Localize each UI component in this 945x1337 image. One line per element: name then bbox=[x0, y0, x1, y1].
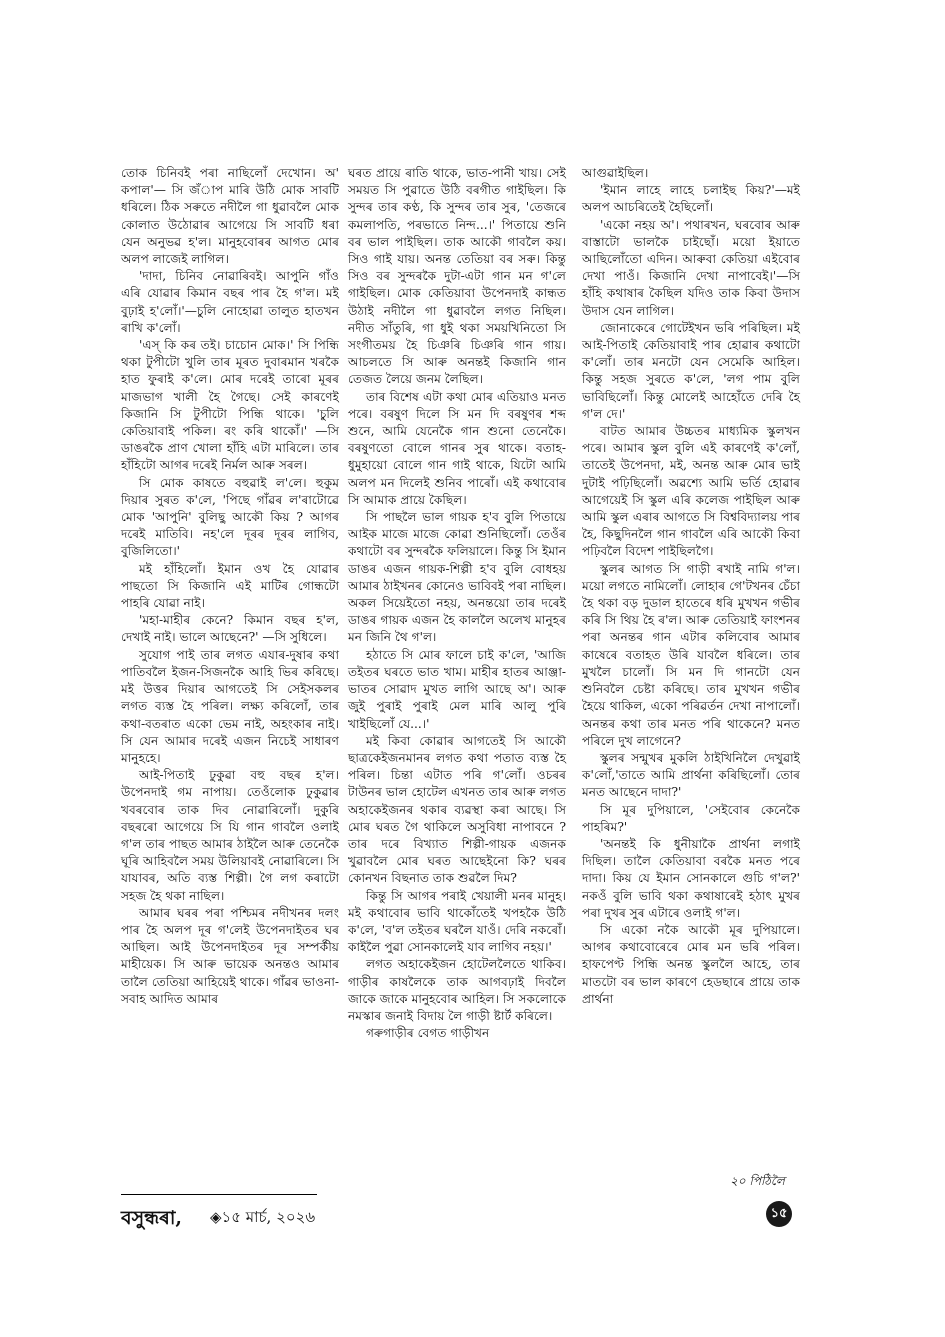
footer-rule bbox=[121, 1194, 317, 1195]
paragraph: 'অনন্তই কি ধুনীয়াকৈ প্ৰাৰ্থনা লগাই দিছিল। তালৈ কেতিয়াবা বৰকৈ মনত পৰে দাদা। কিয় যে ইমান সোনকালে গুচি গ'ল?' নকওঁ বুলি ভাবি থকা কথাষাৰেই হঠাৎ মুখৰ পৰা দুখৰ সুৰ এটাৰে ওলাই গ'ল। bbox=[582, 836, 800, 920]
paragraph: স্কুলৰ সন্মুখৰ মুকলি ঠাইখিনিলৈ দেখুৱাই ক'লোঁ,'তাতে আমি প্ৰাৰ্থনা কৰিছিলোঁ। তোৰ মনত আছেনে দাদা?' bbox=[582, 750, 800, 800]
paragraph: 'দাদা, চিনিব নোৱাৰিবই। আপুনি গাঁও এৰি যোৱাৰ কিমান বছৰ পাৰ হৈ গ'ল। মই বুঢ়াই হ'লোঁ।'—চুলি নোহোৱা তালুত হাতখন ৰাখি ক'লোঁ। bbox=[121, 269, 339, 335]
paragraph: লগত অহাকেইজন হোটেললৈতে থাকিব। গাড়ীৰ কাষলৈকে তাক আগবঢ়াই দিবলৈ জাকে জাকে মানুহবোৰ আহিল। সি সকলোকে নমস্কাৰ জনাই বিদায় লৈ গাড়ী ষ্টাৰ্ট কৰিলে। bbox=[348, 957, 566, 1023]
paragraph: স্কুলৰ আগত সি গাড়ী ৰখাই নামি গ'ল। ময়ো লগতে নামিলোঁ। লোহাৰ গে'টখনৰ চেঁচা হৈ থকা বড় দুডাল হাতেৰে ধৰি মুখখন গভীৰ কৰি সি থিয় হৈ ৰ'ল। আৰু তেতিয়াই ফাংশনৰ পৰা অনন্তৰ গান এটাৰ কলিবোৰ আমাৰ কাষেৰে বতাহত উৰি যাবলৈ ধৰিলে। তাৰ মুখলৈ চালোঁ। সি মন দি গানটো যেন শুনিবলৈ চেষ্টা কৰিছে। তাৰ মুখখন গভীৰ হৈয়ে থাকিল, একো পৰিৱৰ্তন দেখা নাপালোঁ। অনন্তৰ কথা তাৰ মনত পৰি থাকেনে? মনত পৰিলে দুখ লাগেনে? bbox=[582, 561, 800, 748]
paragraph: 'একো নহয় অ'। পথাৰখন, ঘৰবোৰ আৰু বাস্তাটো ভালকৈ চাইছোঁ। ময়ো ইয়াতে আছিলোঁতো এদিন। আৰুবা কেতিয়া এইবোৰ দেখা পাওঁ। কিজানি দেখা নাপাবেই।'—সি হাঁহি কথাষাৰ কৈছিল যদিও তাক কিবা উদাস উদাস যেন লাগিল। bbox=[582, 217, 800, 318]
paragraph: সি মূৰ দুপিয়ালে, 'সেইবোৰ কেনেকৈ পাহৰিম?' bbox=[582, 802, 800, 834]
paragraph: কিন্তু সি আগৰ পৰাই খেয়ালী মনৰ মানুহ। মই কথাবোৰ ভাবি থাকোঁতেই খপহকৈ উঠি ক'লে, 'ব'ল তইতৰ ঘৰলৈ যাওঁ। দেৰি নকৰোঁ। কাইলৈ পুৱা সোনকালেই যাব লাগিব নহয়।' bbox=[348, 888, 566, 955]
paragraph: সি পাছলৈ ভাল গায়ক হ'ব বুলি পিতায়ে আইক মাজে মাজে কোৱা শুনিছিলোঁ। তেওঁৰ কথাটো বৰ সুন্দৰকৈ ফলিয়ালে। কিন্তু সি ইমান ডাঙৰ এজন গায়ক-শিল্পী হ'ব বুলি বোধহয় আমাৰ ঠাইখনৰ কোনেও ভাবিবই পৰা নাছিল। অকল সিয়েইতো নহয়, অনন্তয়ো তাৰ দৰেই ডাঙৰ গায়ক এজন হৈ কাললৈ অলেখ মানুহৰ মন জিনি থৈ গ'ল। bbox=[348, 510, 566, 645]
paragraph: ঘৰত প্ৰায়ে ৰাতি থাকে, ভাত-পানী খায়। সেই সময়ত সি পুৱাতে উঠি বৰগীত গাইছিল। কি সুন্দৰ তাৰ কণ্ঠ, কি সুন্দৰ তাৰ সুৰ, 'তেজৰে কমলাপতি, পৰভাতে নিন্দ...।' পিতায়ে শুনি বৰ ভাল পাইছিল। তাক আকৌ গাবলৈ কয়। সিও গাই যায়। অনন্ত তেতিয়া বৰ সৰু। কিন্তু সিও বৰ সুন্দৰকৈ দুটা-এটা গান মন গ'লে গাইছিল। মোক কেতিয়াবা উপেনদাই কান্ধত উঠাই নদীলৈ গা ধুৱাবলৈ লগত নিছিল। নদীত সাঁতুৰি, গা ধুই থকা সময়খিনিতো সি সংগীতময় হৈ চিঞৰি চিঞৰি গান গায়। আচলতে সি আৰু অনন্তই কিজানি গান তেজত লৈয়ে জনম লৈছিল। bbox=[348, 166, 566, 387]
article-column-3 bbox=[582, 165, 800, 1008]
paragraph: মই হাঁহিলোঁ। ইমান ওখ হৈ যোৱাৰ পাছতো সি কিজানি এই মাটিৰ গোন্ধটো পাহৰি যোৱা নাই। bbox=[121, 561, 339, 611]
paragraph: বাটত আমাৰ উচ্চতৰ মাধ্যমিক স্কুলখন পৰে। আমাৰ স্কুল বুলি এই কাৰণেই ক'লোঁ, তাতেই উপেনদা, মই, অনন্ত আৰু মোৰ ভাই দুটাই পঢ়িছিলোঁ। অৱশ্যে আমি ভৰ্তি হোৱাৰ আগেয়েই সি স্কুল এৰি কলেজ পাইছিল আৰু আমি স্কুল এৰাৰ আগতে সি বিশ্ববিদ্যালয় পাৰ হৈ, কিছুদিনলৈ গান গাবলৈ এৰি আকৌ কিবা পঢ়িবলৈ বিদেশ পাইছিলগৈ। bbox=[582, 424, 800, 559]
magazine-name: বসুন্ধৰা, bbox=[121, 1207, 182, 1229]
page-number-badge: ১৫ bbox=[766, 1201, 792, 1227]
paragraph: গৰুগাড়ীৰ বেগত গাড়ীখন bbox=[366, 1026, 490, 1041]
issue-date: ◈১৫ মাৰ্চ, ২০২৬ bbox=[210, 1208, 316, 1226]
article-column-2 bbox=[348, 165, 566, 1042]
paragraph: 'মহা-মাহীৰ কেনে? কিমান বছৰ হ'ল, দেখাই নাই। ভালে আছেনে?' —সি সুধিলে। bbox=[121, 613, 339, 645]
paragraph: হঠাতে সি মোৰ ফালে চাই ক'লে, 'আজি তইতৰ ঘৰতে ভাত খাম। মাহীৰ হাতৰ আঞ্জা-ভাতৰ সোৱাদ মুখত লাগি আছে অ'। আৰু জুই পুৰাই পুৰাই মেল মাৰি আলু পুৰি খাইছিলোঁ যে...।' bbox=[348, 647, 566, 731]
paragraph: সি মোক কাষতে বহুৱাই ল'লে। হুকুম দিয়াৰ সুৰত ক'লে, 'পিছে গাঁৱৰ ল'ৰাটোৱে মোক 'আপুনি' বুলিছু আকৌ কিয় ? আগৰ দৰেই মাতিবি। নহ'লে দূৰৰ দূৰৰ লাগিব, বুজিলিতো।' bbox=[121, 475, 339, 559]
article-column-1 bbox=[121, 165, 339, 1008]
paragraph: সুযোগ পাই তাৰ লগত এযাৰ-দুষাৰ কথা পাতিবলৈ ইজন-সিজনকৈ আহি ভিৰ কৰিছে। মই উত্তৰ দিয়াৰ আগতেই সি সেইসকলৰ লগত ব্যস্ত হৈ পৰিল। লক্ষ্য কৰিলোঁ, তাৰ কথা-বতৰাত একো ভেম নাই, অহংকাৰ নাই। সি যেন আমাৰ দৰেই এজন নিচেই সাধাৰণ মানুহহে। bbox=[121, 647, 339, 765]
paragraph: আমাৰ ঘৰৰ পৰা পশ্চিমৰ নদীখনৰ দলং পাৰ হৈ অলপ দূৰ গ'লেই উপেনদাইতৰ ঘৰ আছিল। আই উপেনদাইতৰ দূৰ সম্পৰ্কীয় মাহীয়েক। সি আৰু ভায়েক অনন্তও আমাৰ তালৈ তেতিয়া আহিয়েই থাকে। গাঁৱৰ ভাওনা-সবাহ আদিত আমাৰ bbox=[121, 905, 339, 1006]
continuation-note: ২০ পিঠিলৈ bbox=[730, 1174, 785, 1188]
paragraph: আই-পিতাই ঢুকুৱা বহু বছৰ হ'ল। উপেনদাই গম নাপায়। তেওঁলোক ঢুকুৱাৰ খবৰবোৰ তাক দিব নোৱাৰিলোঁ। দুকুৰি বছৰৰো আগেয়ে সি যি গান গাবলৈ ওলাই গ'ল তাৰ পাছত আমাৰ ঠাইলৈ আৰু তেনেকৈ ঘূৰি আহিবলৈ সময় উলিয়াবই নোৱাৰিলে। সি যাযাবৰ, অতি ব্যস্ত শিল্পী। গৈ লগ কৰাটো সহজ হৈ থকা নাছিল। bbox=[121, 768, 339, 903]
paragraph: 'এস্ কি কৰ তই। চাচোন মোক।' সি পিন্ধি থকা টুপীটো খুলি তাৰ মূৰত দুবাৰমান খৰকৈ হাত ফুৰাই ক'লে। মোৰ দৰেই তাৰো মূৰৰ মাজভাগ খালী হৈ গৈছে। সেই কাৰণেই কিজানি সি টুপীটো পিন্ধি থাকে। 'চুলি কেতিয়াবাই পকিল। ৰং কৰি থাকোঁ।' —সি ডাঙৰকৈ প্ৰাণ খোলা হাঁহি এটা মাৰিলে। তাৰ হাঁহিটো আগৰ দৰেই নিৰ্মল আৰু সৰল। bbox=[121, 338, 339, 473]
paragraph: মই কিবা কোৱাৰ আগতেই সি আকৌ ছাত্ৰকেইজনমানৰ লগত কথা পতাত ব্যস্ত হৈ পৰিল। চিন্তা এটাত পৰি গ'লোঁ। ওচৰৰ টাউনৰ ভাল হোটেল এখনত তাৰ আৰু লগত অহাকেইজনৰ থকাৰ ব্যৱস্থা কৰা আছে। সি মোৰ ঘৰত গৈ থাকিলে অসুবিধা নাপাবনে ? তাৰ দৰে বিখ্যাত শিল্পী-গায়ক এজনক খুৱাবলৈ মোৰ ঘৰত আছেইনো কি? ঘৰৰ কোনখন বিছনাত তাক শুৱলৈ দিম? bbox=[348, 733, 566, 886]
paragraph: আগুৱাইছিল। bbox=[582, 166, 649, 180]
paragraph: তাৰ বিশেষ এটা কথা মোৰ এতিয়াও মনত পৰে। বৰষুণ দিলে সি মন দি বৰষুণৰ শব্দ শুনে, আমি যেনেকৈ গান শুনো তেনেকৈ। বৰষুণতো বোলে গানৰ সুৰ থাকে। বতাহ-ধুমুহায়ো বোলে গান গাই থাকে, যিটো আমি অলপ মন দিলেই শুনিব পাৰোঁ। এই কথাবোৰ সি আমাক প্ৰায়ে কৈছিল। bbox=[348, 389, 566, 507]
paragraph: 'ইমান লাহে লাহে চলাইছ কিয়?'—মই অলপ আচৰিতেই হৈছিলোঁ। bbox=[582, 183, 800, 215]
paragraph: সি একো নকৈ আকৌ মূৰ দুপিয়ালে। আগৰ কথাবোৰেৰে মোৰ মন ভৰি পৰিল। হাফপেণ্ট পিন্ধি অনন্ত স্কুললৈ আহে, তাৰ মাতটো বৰ ভাল কাৰণে হেডছাৰে প্ৰায়ে তাক প্ৰাৰ্থনা bbox=[582, 922, 800, 1006]
paragraph: জোনাকেৰে গোটেইখন ভৰি পৰিছিল। মই আই-পিতাই কেতিয়াবাই পাৰ হোৱাৰ কথাটো ক'লোঁ। তাৰ মনটো যেন সেমেকি আহিল। কিন্তু সহজ সুৰতে ক'লে, 'লগ পাম বুলি ভাবিছিলোঁ। কিন্তু মোলেই আহোঁতে দেৰি হৈ গ'ল দে।' bbox=[582, 320, 800, 421]
paragraph: তোক চিনিবই পৰা নাছিলোঁ দেখোন। অ' কপাল'— সি জঁাপ মাৰি উঠি মোক সাবটি ধৰিলে। ঠিক সৰুতে নদীলৈ গা ধুৱাবলৈ মোক কোলাত উঠোৱাৰ আগেয়ে সি সাবটি ধৰা যেন অনুভৱ হ'ল। মানুহবোৰৰ আগত মোৰ অলপ লাজেই লাগিল। bbox=[121, 166, 339, 267]
